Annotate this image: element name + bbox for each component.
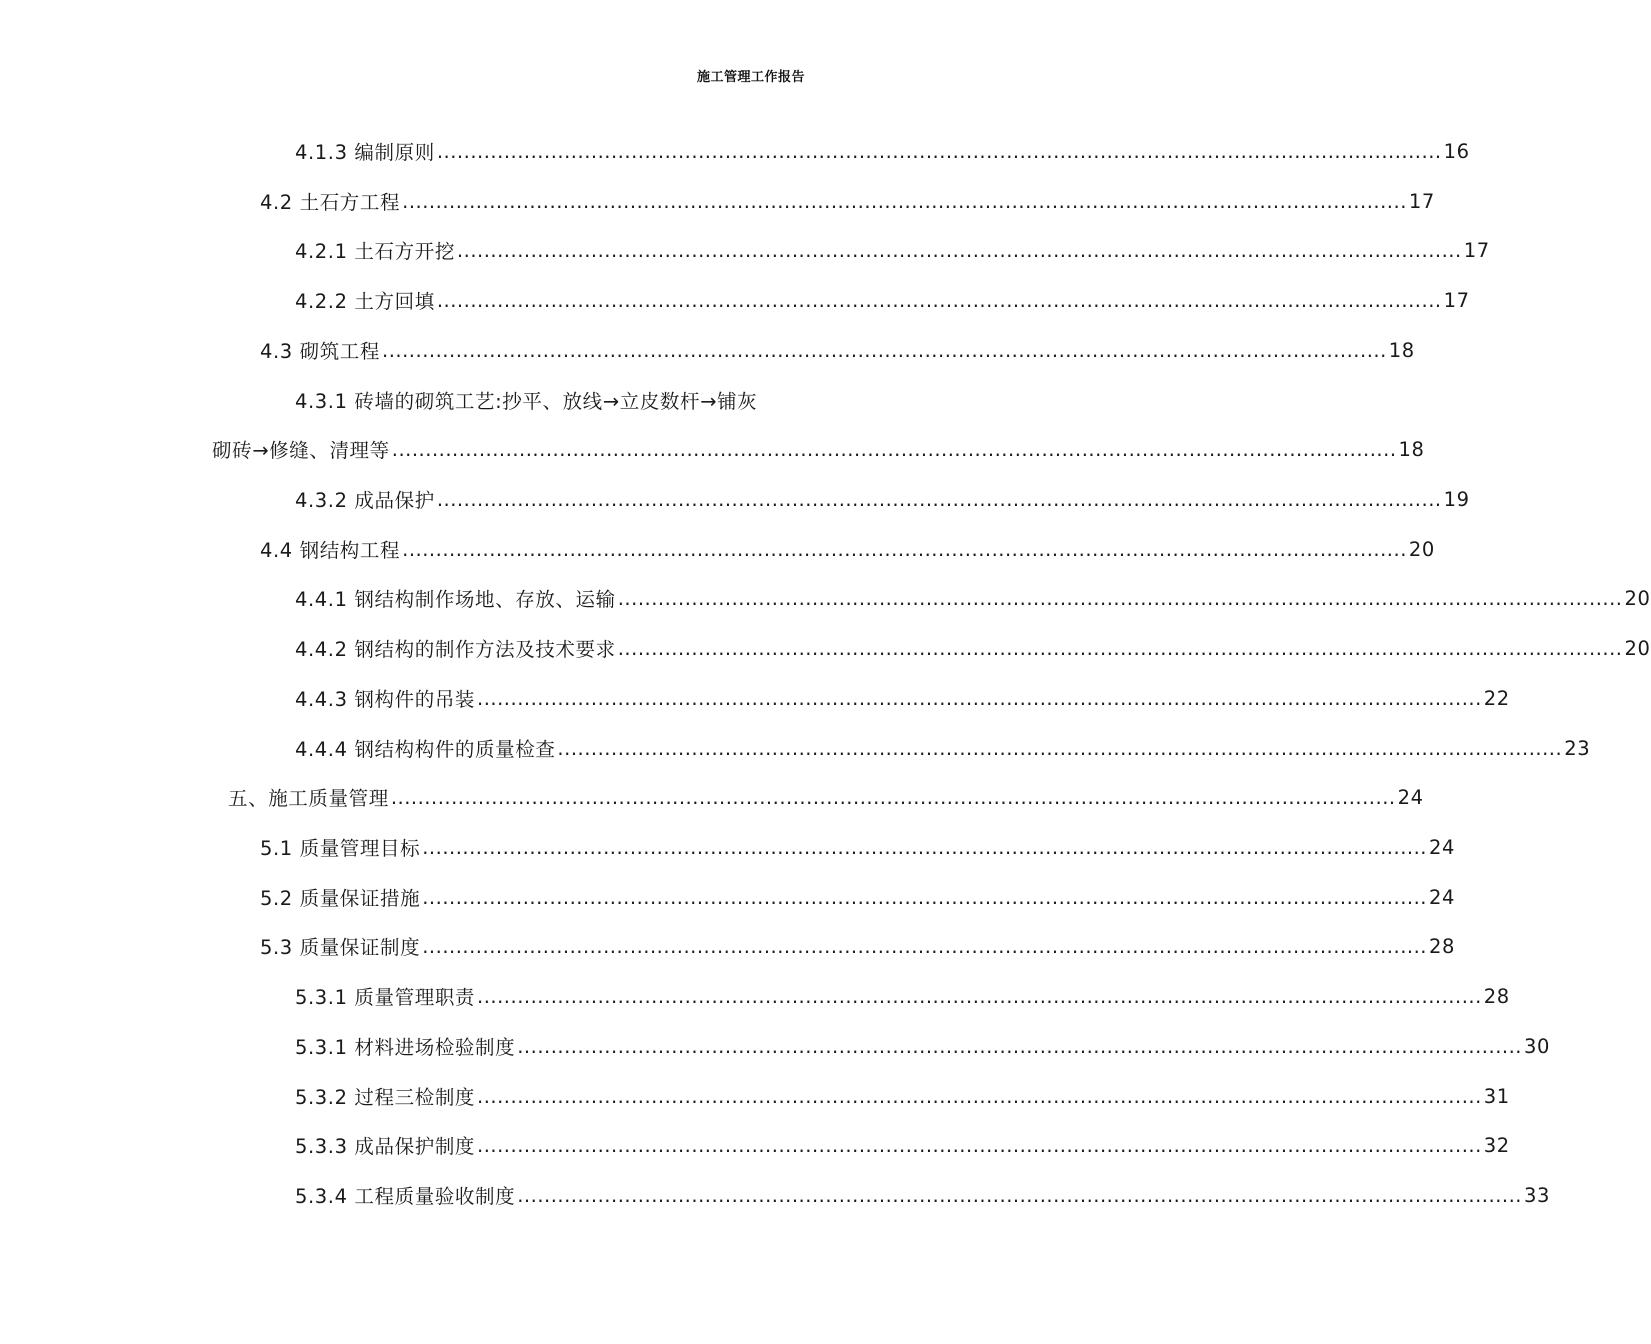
toc-dot-leader: ...................................................................................................................................................... bbox=[557, 736, 1563, 760]
toc-entry-title: 4.2.2 土方回填 bbox=[295, 290, 435, 313]
toc-entry-title: 4.4.3 钢构件的吊装 bbox=[295, 688, 476, 711]
page-header-title: 施工管理工作报告 bbox=[696, 70, 805, 85]
toc-entry-title: 5.3 质量保证制度 bbox=[260, 936, 421, 959]
toc-entry-page: 31 bbox=[1483, 1084, 1510, 1108]
toc-entry-title: 5.3.2 过程三检制度 bbox=[295, 1086, 476, 1109]
toc-entry[interactable] bbox=[295, 225, 1490, 275]
toc-entry-title: 4.4.4 钢结构构件的质量检查 bbox=[295, 738, 556, 761]
toc-dot-leader: ...................................................................................................................................................... bbox=[436, 139, 1442, 163]
toc-entry[interactable] bbox=[295, 723, 1591, 773]
toc-dot-leader: ...................................................................................................................................................... bbox=[477, 984, 1482, 1008]
toc-entry-title: 4.3.1 砖墙的砌筑工艺:抄平、放线→立皮数杆→铺灰 bbox=[295, 390, 758, 413]
toc-entry-title: 五、施工质量管理 bbox=[228, 787, 389, 810]
toc-entry-title: 4.4.2 钢结构的制作方法及技术要求 bbox=[295, 638, 616, 661]
toc-entry-title: 5.3.4 工程质量验收制度 bbox=[295, 1185, 516, 1208]
toc-dot-leader: ...................................................................................................................................................... bbox=[477, 1084, 1482, 1108]
toc-entry[interactable] bbox=[260, 921, 1456, 971]
toc-dot-leader: ...................................................................................................................................................... bbox=[422, 885, 1427, 909]
toc-entry-title: 4.4.1 钢结构制作场地、存放、运输 bbox=[295, 588, 616, 611]
toc-entry-title: 4.2 土石方工程 bbox=[260, 191, 401, 214]
toc-entry-title: 4.3 砌筑工程 bbox=[260, 340, 381, 363]
toc-entry[interactable] bbox=[295, 673, 1510, 723]
toc-entry[interactable] bbox=[295, 623, 1651, 673]
toc-entry[interactable] bbox=[295, 971, 1510, 1021]
toc-dot-leader: ...................................................................................................................................................... bbox=[391, 437, 1397, 461]
toc-dot-leader: ...................................................................................................................................................... bbox=[477, 686, 1482, 710]
toc-entry[interactable] bbox=[295, 275, 1470, 325]
toc-dot-leader: ...................................................................................................................................................... bbox=[422, 934, 1427, 958]
toc-entry[interactable] bbox=[295, 573, 1651, 623]
toc-entry[interactable] bbox=[228, 772, 1424, 822]
toc-entry-wrapped-line1[interactable] bbox=[295, 375, 807, 425]
toc-entry[interactable] bbox=[260, 822, 1456, 872]
toc-entry[interactable] bbox=[295, 1021, 1551, 1071]
toc-entry-title: 5.1 质量管理目标 bbox=[260, 837, 421, 860]
toc-entry-title: 4.2.1 土石方开挖 bbox=[295, 240, 455, 263]
toc-entry[interactable] bbox=[260, 524, 1435, 574]
toc-entry-page: 16 bbox=[1443, 139, 1470, 163]
toc-entry-page: 20 bbox=[1624, 586, 1651, 610]
toc-dot-leader: ...................................................................................................................................................... bbox=[390, 785, 1396, 809]
toc-entry-page: 24 bbox=[1397, 785, 1424, 809]
toc-dot-leader: ...................................................................................................................................................... bbox=[617, 586, 1623, 610]
toc-dot-leader: ...................................................................................................................................................... bbox=[517, 1183, 1522, 1207]
toc-entry[interactable] bbox=[260, 325, 1415, 375]
toc-entry-title: 5.3.3 成品保护制度 bbox=[295, 1135, 476, 1158]
toc-entry[interactable] bbox=[295, 1120, 1510, 1170]
toc-dot-leader: ...................................................................................................................................................... bbox=[402, 537, 1407, 561]
toc-entry-page: 24 bbox=[1429, 835, 1456, 859]
toc-entry-page: 18 bbox=[1398, 437, 1425, 461]
toc-entry[interactable] bbox=[260, 872, 1456, 922]
toc-entry-title: 5.3.1 材料进场检验制度 bbox=[295, 1036, 516, 1059]
toc-entry-page: 19 bbox=[1443, 487, 1470, 511]
toc-entry-page: 33 bbox=[1524, 1183, 1551, 1207]
toc-entry[interactable] bbox=[295, 474, 1470, 524]
toc-entry-page: 23 bbox=[1564, 736, 1591, 760]
toc-entry-page: 17 bbox=[1443, 288, 1470, 312]
toc-dot-leader: ...................................................................................................................................................... bbox=[436, 288, 1442, 312]
toc-entry-title: 4.4 钢结构工程 bbox=[260, 539, 401, 562]
toc-entry-page: 20 bbox=[1408, 537, 1435, 561]
toc-dot-leader: ...................................................................................................................................................... bbox=[436, 487, 1442, 511]
toc-entry-page: 22 bbox=[1483, 686, 1510, 710]
toc-dot-leader: ...................................................................................................................................................... bbox=[456, 238, 1462, 262]
toc-dot-leader: ...................................................................................................................................................... bbox=[517, 1034, 1522, 1058]
toc-entry-page: 20 bbox=[1624, 636, 1651, 660]
toc-entry-page: 24 bbox=[1429, 885, 1456, 909]
toc-entry-page: 32 bbox=[1483, 1133, 1510, 1157]
toc-entry-page: 28 bbox=[1429, 934, 1456, 958]
toc-dot-leader: ...................................................................................................................................................... bbox=[617, 636, 1623, 660]
toc-entry-title: 5.2 质量保证措施 bbox=[260, 887, 421, 910]
toc-entry-page: 17 bbox=[1463, 238, 1490, 262]
toc-entry[interactable] bbox=[295, 1071, 1510, 1121]
toc-entry[interactable] bbox=[295, 126, 1470, 176]
toc-entry-page: 17 bbox=[1408, 189, 1435, 213]
toc-entry-page: 18 bbox=[1388, 338, 1415, 362]
toc-entry-title: 5.3.1 质量管理职责 bbox=[295, 986, 476, 1009]
toc-dot-leader: ...................................................................................................................................................... bbox=[477, 1133, 1482, 1157]
toc-entry-title: 4.1.3 编制原则 bbox=[295, 141, 435, 164]
toc-dot-leader: ...................................................................................................................................................... bbox=[382, 338, 1387, 362]
toc-entry-title-continued: 砌砖→修缝、清理等 bbox=[212, 439, 390, 462]
toc-entry[interactable] bbox=[260, 176, 1435, 226]
toc-dot-leader: ...................................................................................................................................................... bbox=[422, 835, 1427, 859]
toc-entry-page: 30 bbox=[1524, 1034, 1551, 1058]
toc-dot-leader: ...................................................................................................................................................... bbox=[402, 189, 1407, 213]
toc-entry-wrapped-line2[interactable] bbox=[212, 424, 1425, 474]
toc-entry-page: 28 bbox=[1483, 984, 1510, 1008]
toc-entry[interactable] bbox=[295, 1170, 1551, 1220]
toc-entry-title: 4.3.2 成品保护 bbox=[295, 489, 435, 512]
